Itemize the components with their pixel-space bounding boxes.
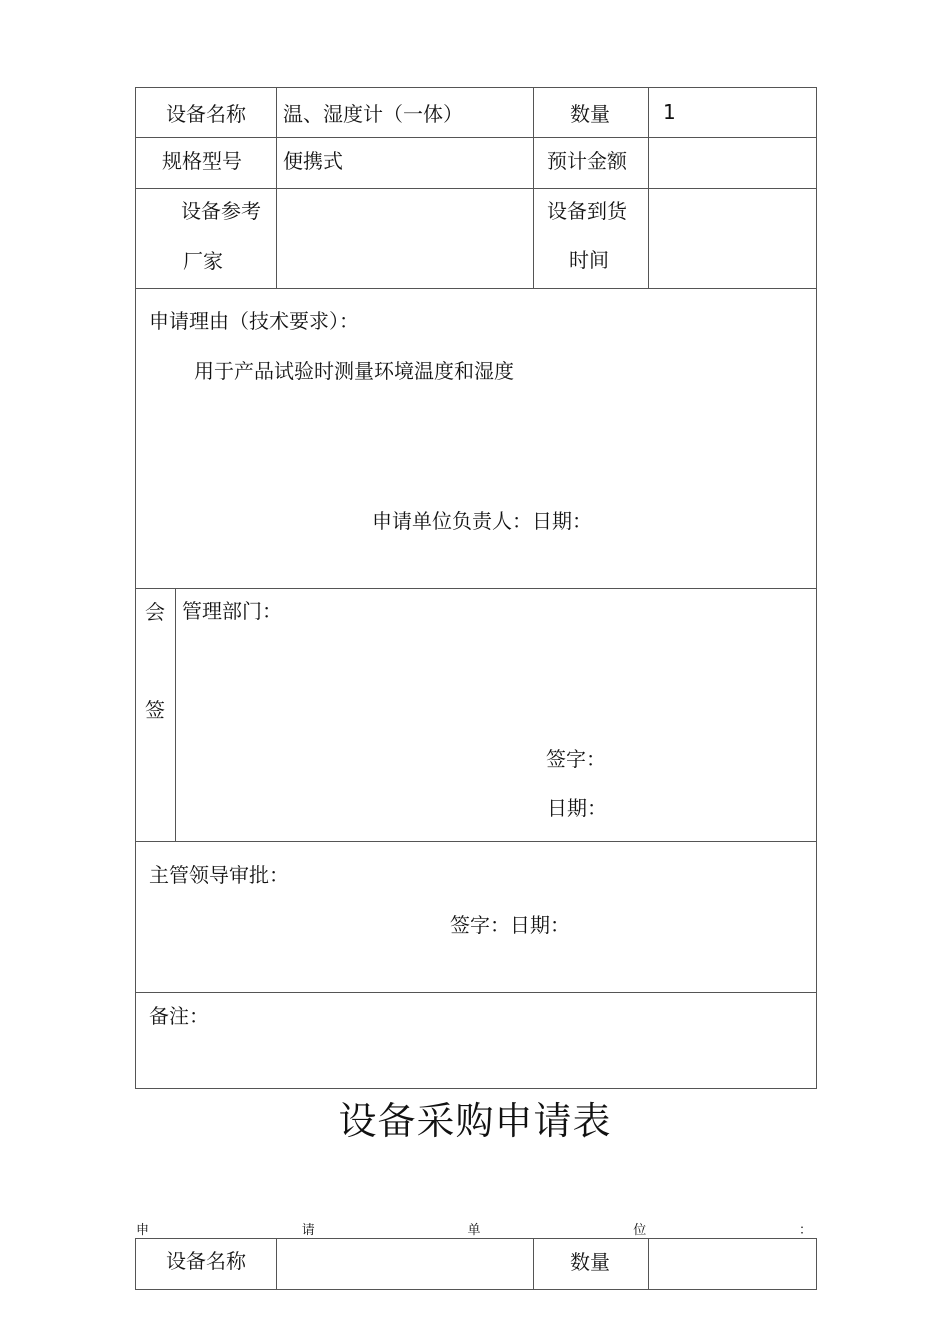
table-border [135,288,817,289]
applicant-unit-char: 申 [136,1223,150,1238]
leader-signature-date: 签字：日期： [450,913,570,937]
table-border [135,87,136,1089]
management-dept-label: 管理部门： [182,599,282,623]
spec-model-label: 规格型号 [162,149,242,173]
applicant-unit-char: 单 [467,1223,481,1238]
applicant-unit-char: 位 [633,1223,647,1238]
equipment-name-label-bottom: 设备名称 [166,1249,246,1273]
applicant-unit-char: 请 [301,1223,315,1238]
table-border [135,992,817,993]
table-border [135,1238,817,1239]
date-label: 日期： [547,796,607,820]
reference-manufacturer-label-line2: 厂家 [183,249,223,273]
table-border [648,87,649,288]
table-border [135,1289,817,1290]
signature-label: 签字： [546,747,606,771]
table-border [135,188,817,189]
equipment-name-value: 温、湿度计（一体） [283,102,463,126]
table-border [276,1238,277,1290]
table-border [135,1238,136,1290]
table-border [135,588,817,589]
reason-label: 申请理由（技术要求）： [149,309,359,333]
table-border [648,1238,649,1290]
table-border [276,87,277,288]
table-border [135,137,817,138]
arrival-time-label-line2: 时间 [569,248,609,272]
spec-model-value: 便携式 [283,149,343,173]
table-border [135,841,817,842]
arrival-time-label: 设备到货 [547,199,627,223]
table-border [135,87,817,88]
table-border [135,1088,817,1089]
quantity-label-bottom: 数量 [570,1250,610,1274]
table-border [816,87,817,1089]
quantity-label: 数量 [570,102,610,126]
table-border [816,1238,817,1290]
leader-approval-label: 主管领导审批： [149,863,289,887]
countersign-label-char1: 会 [145,600,165,624]
equipment-name-label: 设备名称 [166,102,246,126]
countersign-label-char2: 签 [145,698,165,722]
applicant-unit-char: ： [798,1223,812,1238]
reason-value: 用于产品试验时测量环境温度和湿度 [194,359,514,383]
table-border [175,588,176,841]
estimated-amount-label: 预计金额 [547,149,627,173]
applicant-signature-date: 申请单位负责人：日期： [372,509,592,533]
reference-manufacturer-label: 设备参考 [181,199,261,223]
quantity-value: 1 [663,100,676,124]
page-title: 设备采购申请表 [338,1099,612,1143]
table-border [533,87,534,288]
table-border [533,1238,534,1290]
remarks-label: 备注： [149,1004,209,1028]
